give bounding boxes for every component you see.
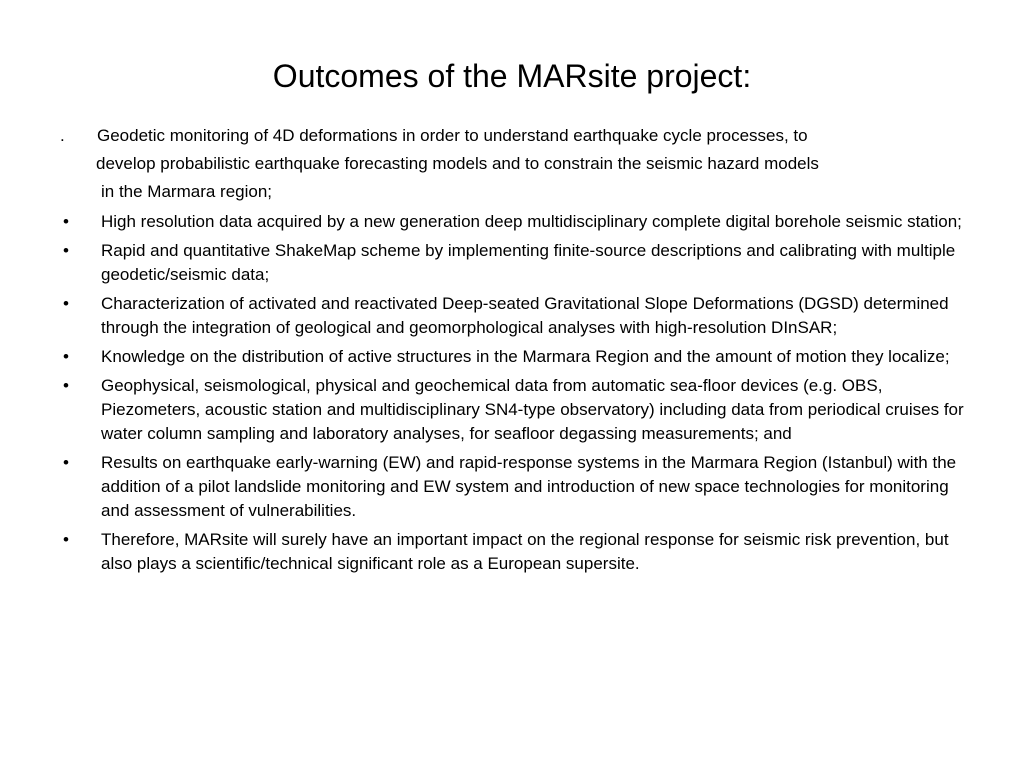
bullet-icon: • bbox=[63, 453, 69, 472]
list-item-text: Knowledge on the distribution of active structures in the Marmara Region and the amount of motion they localize; bbox=[101, 347, 950, 366]
first-item-line: in the Marmara region; bbox=[101, 182, 273, 201]
list-item bbox=[0, 451, 1024, 523]
bullet-icon: • bbox=[63, 376, 69, 395]
list-item-text: Therefore, MARsite will surely have an important impact on the regional response for seismic risk prevention, but also plays a scientific/technical significant role as a European supersite. bbox=[101, 530, 949, 573]
list-item bbox=[0, 292, 1024, 340]
list-item-text: Rapid and quantitative ShakeMap scheme by implementing finite-source descriptions and calibrating with multiple geodetic/seismic data; bbox=[101, 241, 956, 284]
list-item-text: Characterization of activated and reactivated Deep-seated Gravitational Slope Deformations (DGSD) determined through the integration of geological and geomorphological analyses with high-resolution DInSAR; bbox=[101, 294, 949, 337]
list-item bbox=[0, 345, 1024, 369]
bullet-icon: • bbox=[63, 212, 69, 231]
list-item-text: High resolution data acquired by a new generation deep multidisciplinary complete digital borehole seismic station; bbox=[101, 212, 962, 231]
list-item bbox=[0, 374, 1024, 446]
bullet-icon: • bbox=[63, 530, 69, 549]
list-item-text: Geophysical, seismological, physical and geochemical data from automatic sea-floor devices (e.g. OBS, Piezometers, acoustic station and multidisciplinary SN4-type observatory) including data from periodical cruises for water column sampling and laboratory analyses, for seafloor degassing measurements; and bbox=[101, 376, 964, 443]
bullet-icon: • bbox=[63, 347, 69, 366]
first-item-marker: . bbox=[60, 126, 65, 145]
slide-title: Outcomes of the MARsite project: bbox=[272, 58, 752, 94]
list-item-text: Results on earthquake early-warning (EW) and rapid-response systems in the Marmara Region (Istanbul) with the addition of a pilot landslide monitoring and EW system and introduction of new space technologies for monitoring and assessment of vulnerabilities. bbox=[101, 453, 957, 520]
bullet-icon: • bbox=[63, 241, 69, 260]
bullet-icon: • bbox=[63, 294, 69, 313]
first-item-line: develop probabilistic earthquake forecasting models and to constrain the seismic hazard models bbox=[96, 154, 819, 173]
first-item-line: Geodetic monitoring of 4D deformations in order to understand earthquake cycle processes, to bbox=[97, 126, 808, 145]
list-item bbox=[0, 528, 1024, 576]
list-item bbox=[0, 239, 1024, 287]
list-item bbox=[0, 210, 1024, 234]
bullet-list bbox=[0, 210, 1024, 581]
